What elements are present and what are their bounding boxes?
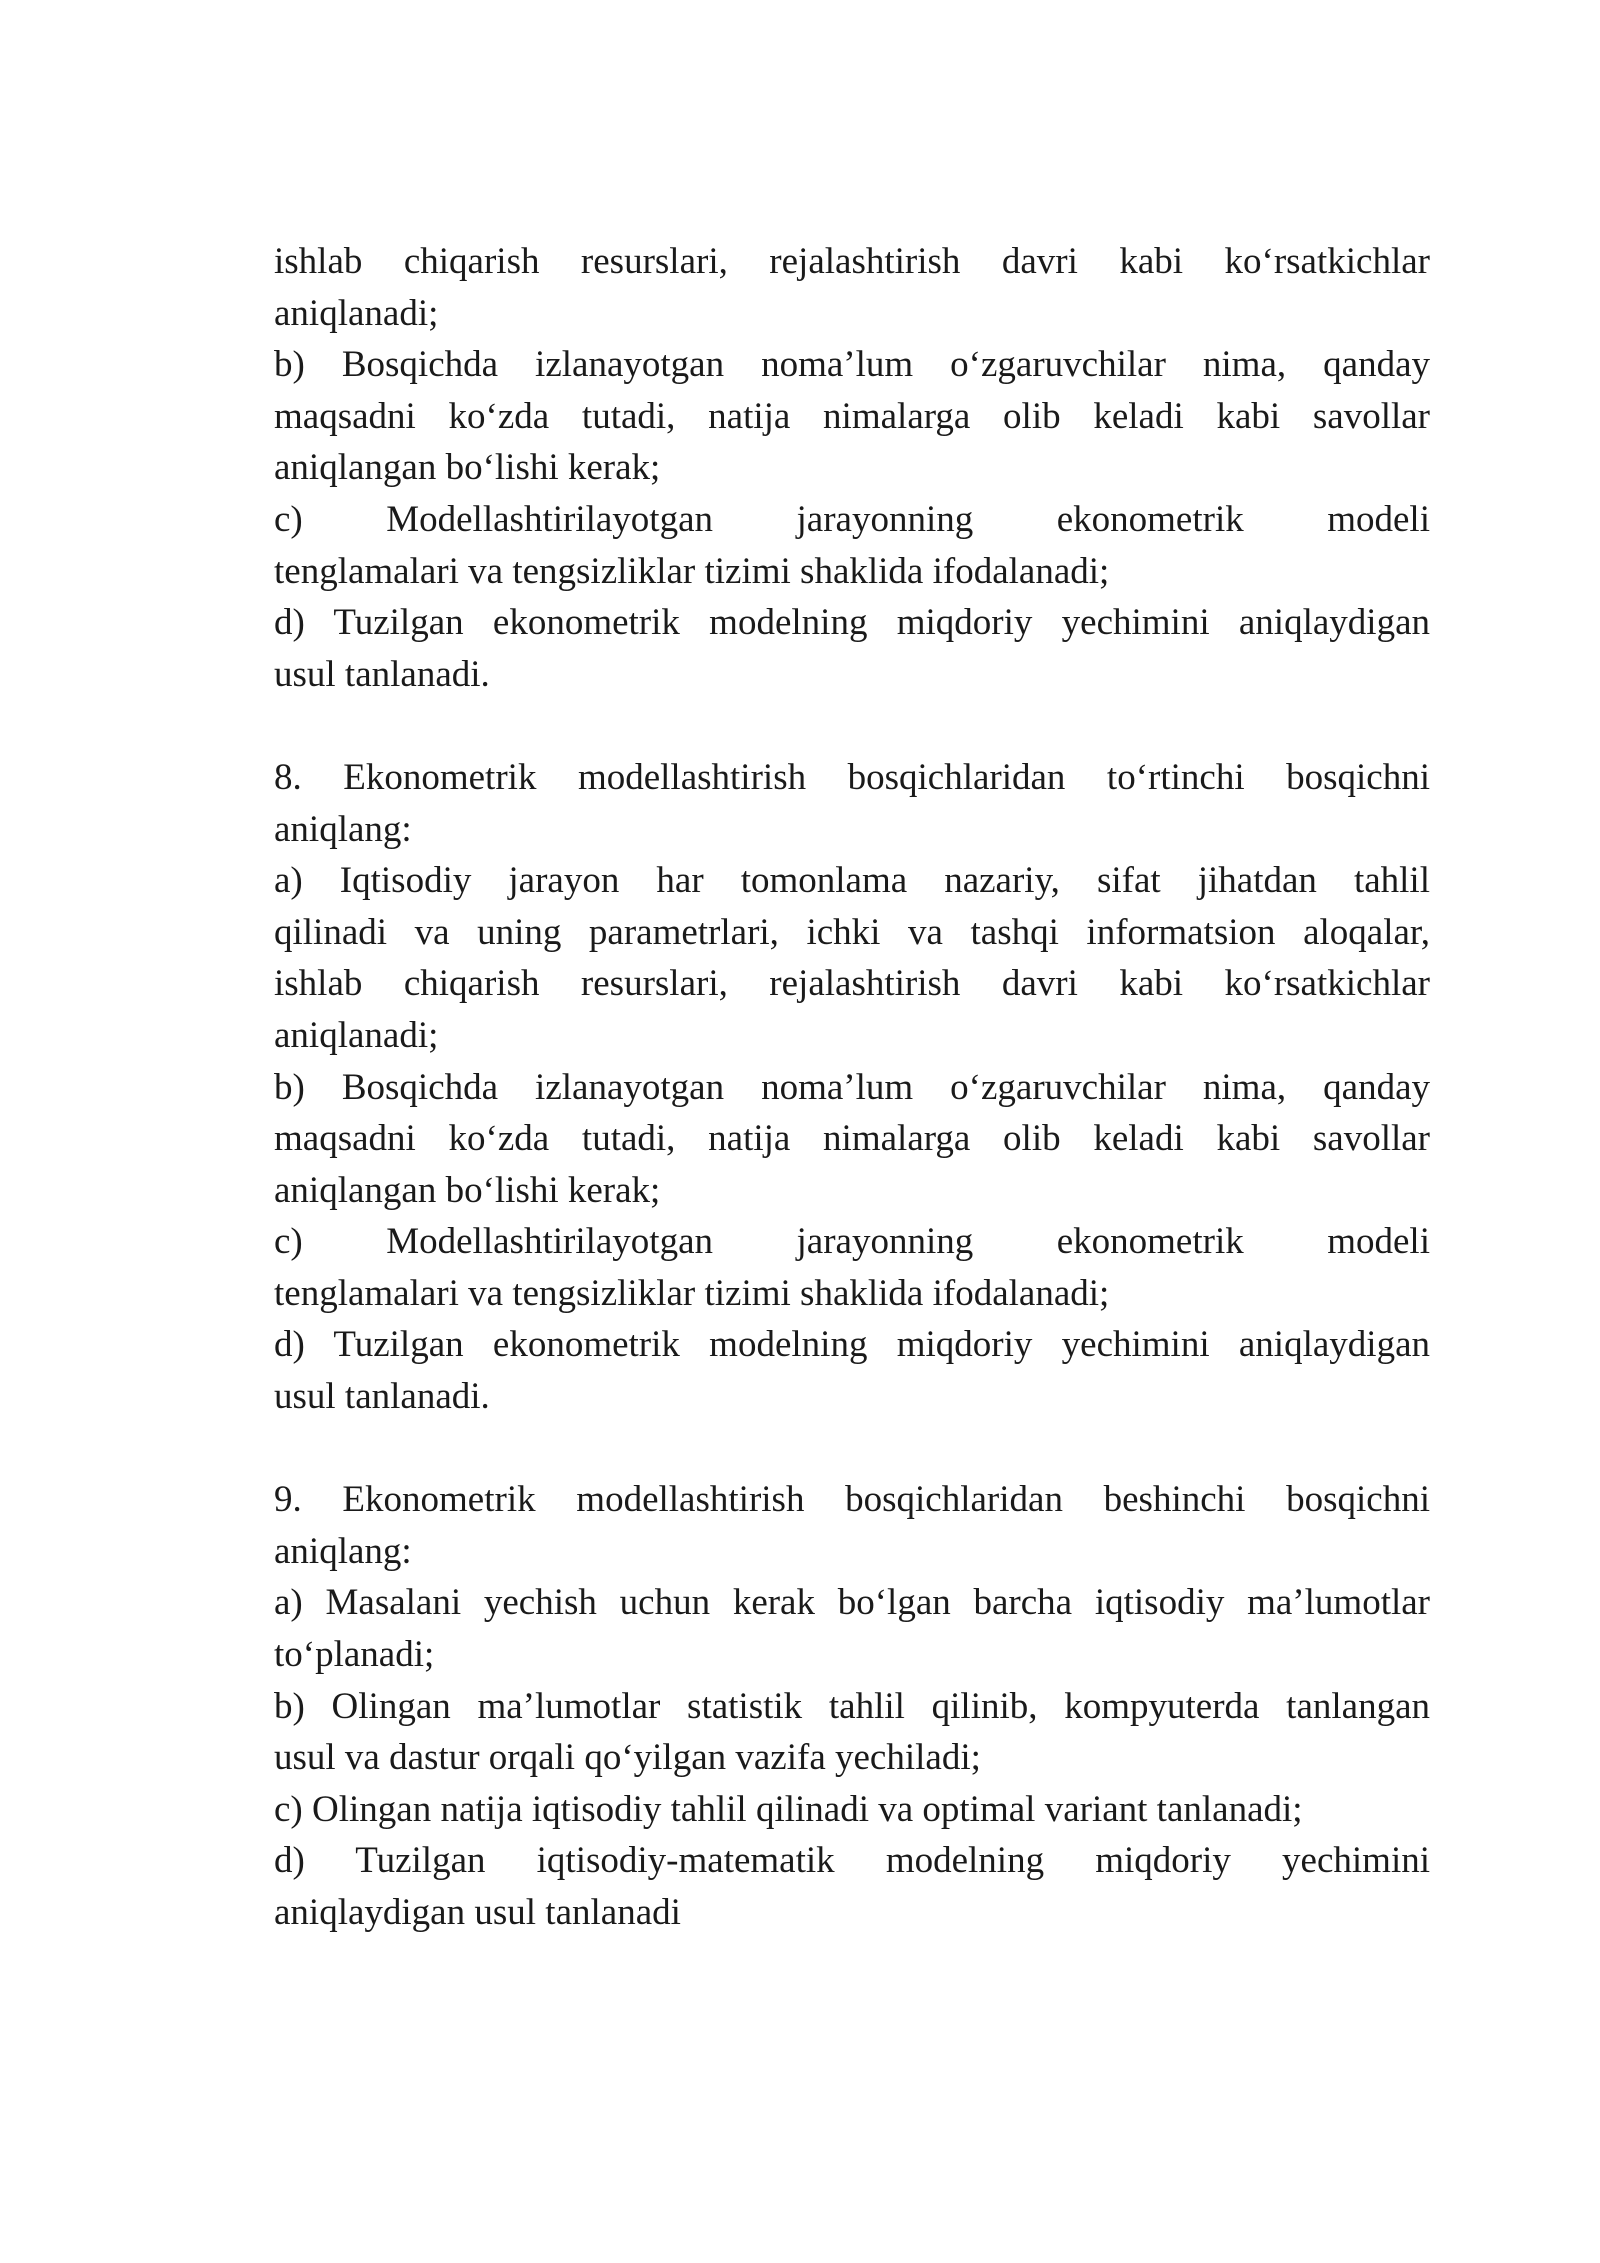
option-a-line: a) Masalani yechish uchun kerak boʻlgan barcha iqtisodiy ma’lumotlar (274, 1582, 1430, 1624)
option-c-line: tenglamalari va tengsizliklar tizimi shaklida ifodalanadi; (274, 1272, 1110, 1314)
option-b-line: b) Olingan ma’lumotlar statistik tahlil qilinib, kompyuterda tanlangan (274, 1685, 1430, 1727)
option-b-line: aniqlangan boʻlishi kerak; (274, 1169, 661, 1211)
option-b-line: maqsadni koʻzda tutadi, natija nimalarga olib keladi kabi savollar (274, 395, 1430, 437)
option-a-line: qilinadi va uning parametrlari, ichki va tashqi informatsion aloqalar, (274, 911, 1430, 953)
option-b-line: maqsadni koʻzda tutadi, natija nimalarga olib keladi kabi savollar (274, 1118, 1430, 1160)
option-b-line: b) Bosqichda izlanayotgan noma’lum oʻzgaruvchilar nima, qanday (274, 1066, 1430, 1108)
option-d-line: usul tanlanadi. (274, 1376, 490, 1418)
option-a-line: toʻplanadi; (274, 1634, 435, 1676)
paragraph-gap (274, 700, 1430, 752)
question-8 (274, 752, 1430, 1423)
option-d-line: usul tanlanadi. (274, 653, 490, 695)
question-text: 8. Ekonometrik modellashtirish bosqichlaridan toʻrtinchi bosqichni (274, 756, 1430, 798)
question-text: aniqlang: (274, 1530, 412, 1572)
question-text: 9. Ekonometrik modellashtirish bosqichlaridan beshinchi bosqichni (274, 1479, 1430, 1521)
option-a-line: ishlab chiqarish resurslari, rejalashtirish davri kabi koʻrsatkichlar (274, 963, 1430, 1005)
question-text: aniqlang: (274, 808, 412, 850)
option-b-line: b) Bosqichda izlanayotgan noma’lum oʻzgaruvchilar nima, qanday (274, 344, 1430, 386)
option-c-line: c) Modellashtirilayotgan jarayonning ekonometrik modeli (274, 498, 1430, 540)
option-a-line: aniqlanadi; (274, 1014, 439, 1056)
option-b-line: aniqlangan boʻlishi kerak; (274, 447, 661, 489)
option-c-line: c) Olingan natija iqtisodiy tahlil qilinadi va optimal variant tanlanadi; (274, 1788, 1303, 1830)
option-d-line: d) Tuzilgan iqtisodiy-matematik modelning miqdoriy yechimini (274, 1840, 1430, 1882)
document-page (274, 236, 1430, 1939)
option-d-line: d) Tuzilgan ekonometrik modelning miqdoriy yechimini aniqlaydigan (274, 602, 1430, 644)
text-line: aniqlanadi; (274, 292, 439, 334)
option-a-line: a) Iqtisodiy jarayon har tomonlama nazariy, sifat jihatdan tahlil (274, 860, 1430, 902)
option-c-line: c) Modellashtirilayotgan jarayonning ekonometrik modeli (274, 1221, 1430, 1263)
option-d-line: aniqlaydigan usul tanlanadi (274, 1892, 681, 1933)
option-b-line: usul va dastur orqali qoʻyilgan vazifa yechiladi; (274, 1737, 981, 1779)
text-line: ishlab chiqarish resurslari, rejalashtirish davri kabi koʻrsatkichlar (274, 241, 1430, 282)
paragraph-gap (274, 1423, 1430, 1475)
question-9 (274, 1474, 1430, 1938)
option-d-line: d) Tuzilgan ekonometrik modelning miqdoriy yechimini aniqlaydigan (274, 1324, 1430, 1366)
question-7-continuation (274, 236, 1430, 700)
option-c-line: tenglamalari va tengsizliklar tizimi shaklida ifodalanadi; (274, 550, 1110, 592)
